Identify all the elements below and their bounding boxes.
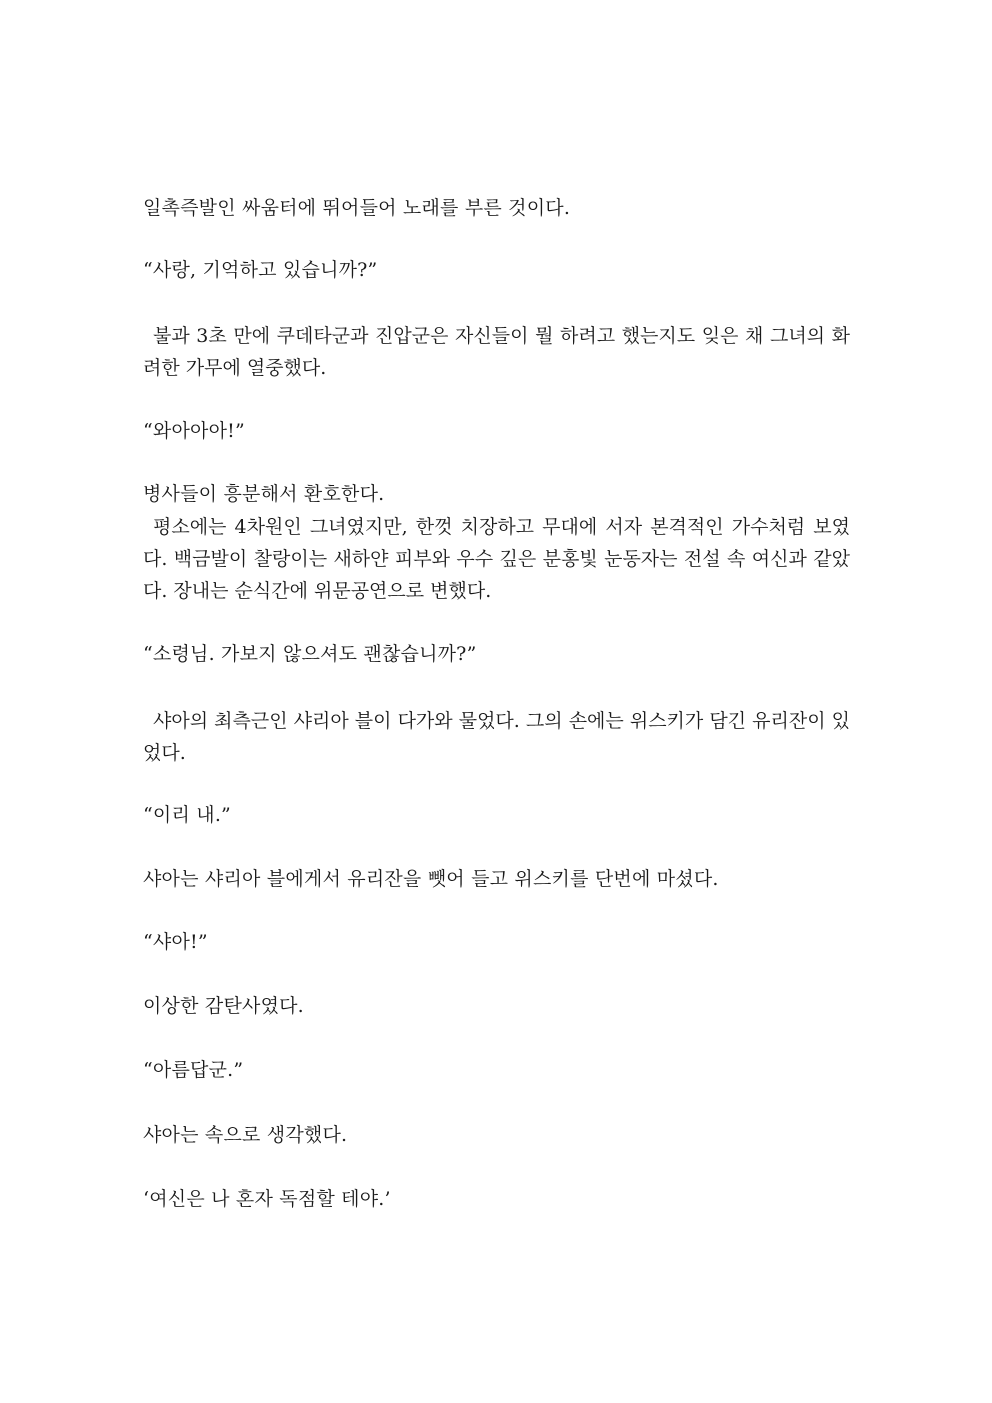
paragraph-5: 샤아의 최측근인 샤리아 블이 다가와 물었다. 그의 손에는 위스키가 담긴 유리잔이 있었다.: [143, 710, 850, 764]
dialogue-1: “사랑, 기억하고 있습니까?”: [143, 259, 378, 281]
paragraph-1: 일촉즉발인 싸움터에 뛰어들어 노래를 부른 것이다.: [143, 197, 571, 219]
dialogue-2: “와아아아!”: [143, 420, 245, 442]
paragraph-4: 평소에는 4차원인 그녀였지만, 한껏 치장하고 무대에 서자 본격적인 가수처럼 보였다. 백금발이 찰랑이는 새하얀 피부와 우수 깊은 분홍빛 눈동자는 전설 속 여신과 같았다. 장내는 순식간에 위문공연으로 변했다.: [143, 516, 850, 602]
paragraph-7: 이상한 감탄사였다.: [143, 995, 304, 1017]
paragraph-2: 불과 3초 만에 쿠데타군과 진압군은 자신들이 뭘 하려고 했는지도 잊은 채 그녀의 화려한 가무에 열중했다.: [143, 325, 850, 379]
paragraph-6: 샤아는 샤리아 블에게서 유리잔을 뺏어 들고 위스키를 단번에 마셨다.: [143, 868, 719, 890]
inner-thought: ‘여신은 나 혼자 독점할 테야.’: [143, 1188, 391, 1210]
dialogue-6: “아름답군.”: [143, 1059, 244, 1081]
paragraph-3: 병사들이 흥분해서 환호한다.: [143, 483, 385, 505]
dialogue-3: “소령님. 가보지 않으셔도 괜찮습니까?”: [143, 643, 477, 665]
dialogue-5: “샤아!”: [143, 931, 208, 953]
dialogue-4: “이리 내.”: [143, 804, 231, 826]
paragraph-8: 샤아는 속으로 생각했다.: [143, 1124, 348, 1146]
